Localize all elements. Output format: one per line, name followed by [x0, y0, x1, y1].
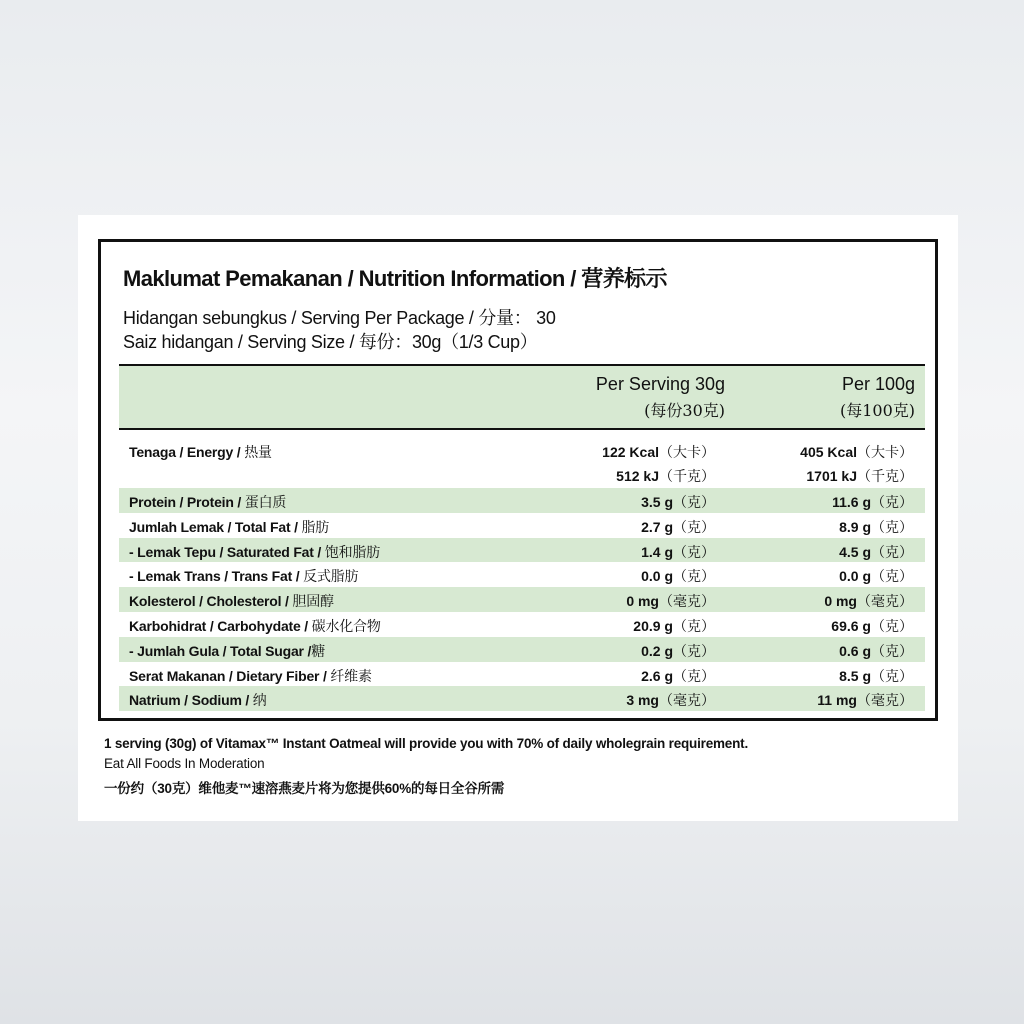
nutrition-panel [98, 239, 938, 721]
column-header-per-serving [596, 374, 725, 421]
table-row [119, 637, 925, 662]
per-serving-label: Per Serving 30g [595, 374, 725, 394]
energy-row [119, 438, 925, 488]
per-100g-label-zh: (每100克) [839, 401, 915, 420]
per-100g-value: 11 mg（毫克） [817, 692, 913, 709]
nutrient-label: Kolesterol / Cholesterol / 胆固醇 [129, 593, 334, 610]
column-header-band [119, 364, 925, 428]
nutrient-table [119, 438, 925, 711]
table-row [119, 513, 925, 538]
footer-wholegrain-note-zh: 一份约（30克）维他麦™速溶燕麦片将为您提供60%的每日全谷所需 [104, 781, 505, 796]
nutrient-label: Protein / Protein / 蛋白质 [129, 494, 287, 510]
per-serving-value: 0 mg（毫克） [626, 593, 715, 610]
per-100g-value: 0 mg（毫克） [824, 593, 913, 610]
table-row [119, 662, 925, 687]
table-row [119, 587, 925, 612]
per-serving-value: 2.6 g（克） [641, 667, 715, 684]
column-header-per-100g [840, 374, 915, 421]
per-100g-value: 8.9 g（克） [839, 518, 913, 535]
per-serving-value: 0.2 g（克） [641, 642, 715, 659]
table-row [119, 562, 925, 587]
table-row [119, 538, 925, 563]
per-100g-value: 4.5 g（克） [839, 543, 913, 560]
per-serving-value: 0.0 g（克） [641, 568, 715, 585]
per-100g-value: 0.0 g（克） [839, 568, 913, 585]
per-serving-value: 20.9 g（克） [633, 617, 715, 634]
header-divider [119, 428, 925, 430]
per-100g-value: 69.6 g（克） [831, 617, 913, 634]
energy-serving-kj: 512 kJ（千克） [616, 468, 715, 484]
per-serving-value: 2.7 g（克） [641, 518, 715, 535]
energy-label: Tenaga / Energy / 热量 [129, 444, 272, 460]
energy-100g-kj: 1701 kJ（千克） [806, 468, 913, 484]
nutrient-label: Natrium / Sodium / 纳 [129, 692, 267, 709]
nutrient-label: Serat Makanan / Dietary Fiber / 纤维素 [129, 667, 372, 684]
per-100g-value: 0.6 g（克） [839, 642, 913, 659]
nutrition-card [78, 215, 958, 821]
per-serving-value: 1.4 g（克） [641, 543, 715, 560]
per-serving-label-zh: (每份30克) [644, 401, 725, 420]
footer-wholegrain-note: 1 serving (30g) of Vitamax™ Instant Oatmeal will provide you with 70% of daily wholegrain requirement. [104, 736, 749, 751]
nutrient-label: Jumlah Lemak / Total Fat / 脂肪 [129, 518, 330, 535]
nutrient-label: - Lemak Trans / Trans Fat / 反式脂肪 [129, 568, 359, 585]
nutrition-title: Maklumat Pemakanan / Nutrition Information / 营养标示 [123, 266, 667, 291]
energy-100g-kcal: 405 Kcal（大卡） [800, 444, 913, 460]
per-serving-value: 3 mg（毫克） [626, 692, 715, 709]
nutrient-label: - Jumlah Gula / Total Sugar /糖 [129, 642, 326, 659]
table-row [119, 488, 925, 513]
per-100g-label: Per 100g [841, 374, 915, 394]
serving-per-package: Hidangan sebungkus / Serving Per Package / 分量： 30 [123, 308, 556, 328]
table-row [119, 686, 925, 711]
per-serving-value: 3.5 g（克） [641, 494, 715, 510]
nutrient-label: - Lemak Tepu / Saturated Fat / 饱和脂肪 [129, 543, 381, 560]
footer-moderation-note: Eat All Foods In Moderation [104, 756, 265, 771]
nutrient-label: Karbohidrat / Carbohydate / 碳水化合物 [129, 617, 381, 634]
per-100g-value: 11.6 g（克） [832, 494, 913, 510]
serving-size: Saiz hidangan / Serving Size / 每份：30g（1/3 Cup） [123, 332, 538, 352]
energy-serving-kcal: 122 Kcal（大卡） [602, 444, 715, 460]
table-row [119, 612, 925, 637]
per-100g-value: 8.5 g（克） [839, 667, 913, 684]
